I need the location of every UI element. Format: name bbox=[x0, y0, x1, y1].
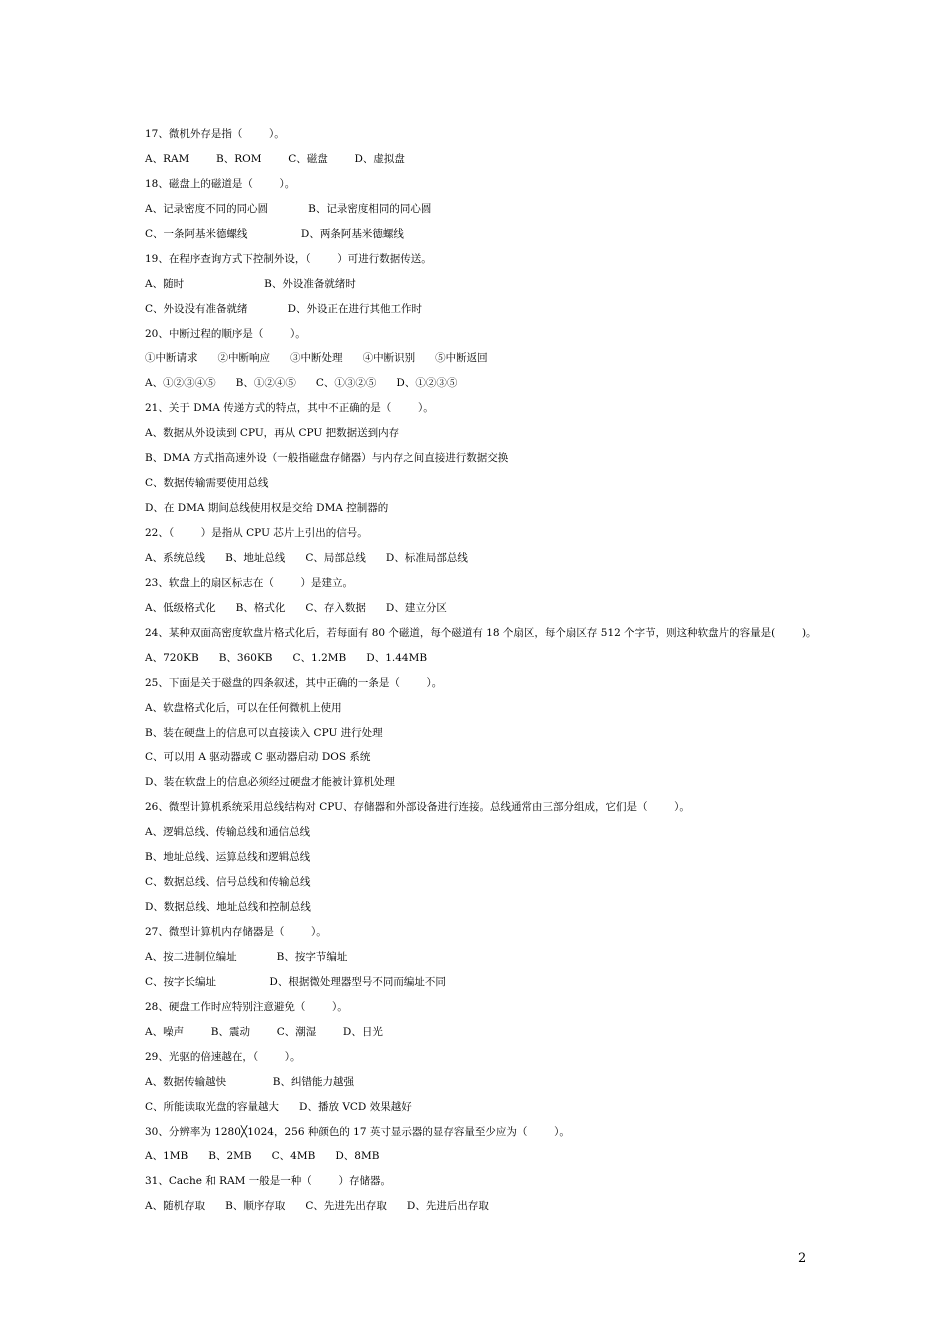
option-25-a: A、软盘格式化后，可以在任何微机上使用 bbox=[145, 701, 342, 714]
option-26-c: C、数据总线、信号总线和传输总线 bbox=[145, 876, 311, 889]
options-20: A、①②③④⑤ B、①②④⑤ C、①③②⑤ D、①②③⑤ bbox=[145, 377, 458, 390]
options-24: A、720KB B、360KB C、1.2MB D、1.44MB bbox=[145, 651, 428, 664]
options-28: A、噪声 B、震动 C、潮湿 D、日光 bbox=[145, 1025, 383, 1038]
options-18-cd: C、一条阿基米德螺线 D、两条阿基米德螺线 bbox=[145, 227, 404, 240]
question-26: 26、微型计算机系统采用总线结构对 CPU、存储器和外部设备进行连接。总线通常由三部分组成，它们是（ ）。 bbox=[145, 801, 690, 814]
question-19: 19、在程序查询方式下控制外设，（ ）可进行数据传送。 bbox=[145, 252, 432, 265]
question-17: 17、微机外存是指（ ）。 bbox=[145, 128, 285, 140]
question-25: 25、下面是关于磁盘的四条叙述，其中正确的一条是（ ）。 bbox=[145, 676, 443, 689]
question-list bbox=[145, 122, 845, 1219]
question-18: 18、磁盘上的磁道是（ ）。 bbox=[145, 177, 296, 190]
options-23: A、低级格式化 B、格式化 C、存入数据 D、建立分区 bbox=[145, 601, 447, 614]
steps-20: ①中断请求 ②中断响应 ③中断处理 ④中断识别 ⑤中断返回 bbox=[145, 352, 488, 365]
question-23: 23、软盘上的扇区标志在（ ）是建立。 bbox=[145, 576, 354, 589]
option-21-b: B、DMA 方式指高速外设（一般指磁盘存储器）与内存之间直接进行数据交换 bbox=[145, 452, 509, 465]
option-21-c: C、数据传输需要使用总线 bbox=[145, 477, 269, 490]
options-30: A、1MB B、2MB C、4MB D、8MB bbox=[145, 1150, 380, 1163]
question-22: 22、（ ）是指从 CPU 芯片上引出的信号。 bbox=[145, 527, 368, 539]
question-30: 30、分辨率为 1280╳1024，256 种颜色的 17 英寸显示器的显存容量至少应为（ ）。 bbox=[145, 1125, 570, 1138]
option-21-d: D、在 DMA 期间总线使用权是交给 DMA 控制器的 bbox=[145, 502, 389, 515]
options-29-cd: C、所能读取光盘的容量越大 D、播放 VCD 效果越好 bbox=[145, 1100, 412, 1113]
options-27-cd: C、按字长编址 D、根据微处理器型号不同而编址不同 bbox=[145, 975, 446, 988]
options-29-ab: A、数据传输越快 B、纠错能力越强 bbox=[145, 1075, 355, 1088]
option-21-a: A、数据从外设读到 CPU，再从 CPU 把数据送到内存 bbox=[145, 427, 400, 440]
page-number: 2 bbox=[798, 1251, 807, 1266]
options-19-ab: A、随时 B、外设准备就绪时 bbox=[145, 277, 356, 290]
question-24: 24、某种双面高密度软盘片格式化后，若每面有 80 个磁道，每个磁道有 18 个扇区，每个扇区存 512 个字节，则这种软盘片的容量是( )。 bbox=[145, 626, 817, 639]
option-26-b: B、地址总线、运算总线和逻辑总线 bbox=[145, 851, 311, 864]
question-28: 28、硬盘工作时应特别注意避免（ ）。 bbox=[145, 1000, 348, 1013]
question-31: 31、Cache 和 RAM 一般是一种（ ）存储器。 bbox=[145, 1175, 391, 1188]
options-27-ab: A、按二进制位编址 B、按字节编址 bbox=[145, 950, 348, 963]
option-26-a: A、逻辑总线、传输总线和通信总线 bbox=[145, 826, 311, 839]
option-25-d: D、装在软盘上的信息必须经过硬盘才能被计算机处理 bbox=[145, 776, 395, 789]
question-27: 27、微型计算机内存储器是（ ）。 bbox=[145, 926, 327, 938]
option-25-c: C、可以用 A 驱动器或 C 驱动器启动 DOS 系统 bbox=[145, 751, 371, 764]
options-31: A、随机存取 B、顺序存取 C、先进先出存取 D、先进后出存取 bbox=[145, 1200, 489, 1213]
question-29: 29、光驱的倍速越在，（ ）。 bbox=[145, 1050, 301, 1063]
options-17: A、RAM B、ROM C、磁盘 D、虚拟盘 bbox=[145, 152, 405, 165]
question-21: 21、关于 DMA 传递方式的特点，其中不正确的是（ ）。 bbox=[145, 402, 434, 415]
option-25-b: B、装在硬盘上的信息可以直接读入 CPU 进行处理 bbox=[145, 726, 383, 739]
options-19-cd: C、外设没有准备就绪 D、外设正在进行其他工作时 bbox=[145, 302, 423, 315]
question-20: 20、中断过程的顺序是（ ）。 bbox=[145, 327, 306, 340]
option-26-d: D、数据总线、地址总线和控制总线 bbox=[145, 901, 311, 914]
options-22: A、系统总线 B、地址总线 C、局部总线 D、标准局部总线 bbox=[145, 551, 468, 564]
options-18-ab: A、记录密度不同的同心圆 B、记录密度相同的同心圆 bbox=[145, 202, 432, 215]
